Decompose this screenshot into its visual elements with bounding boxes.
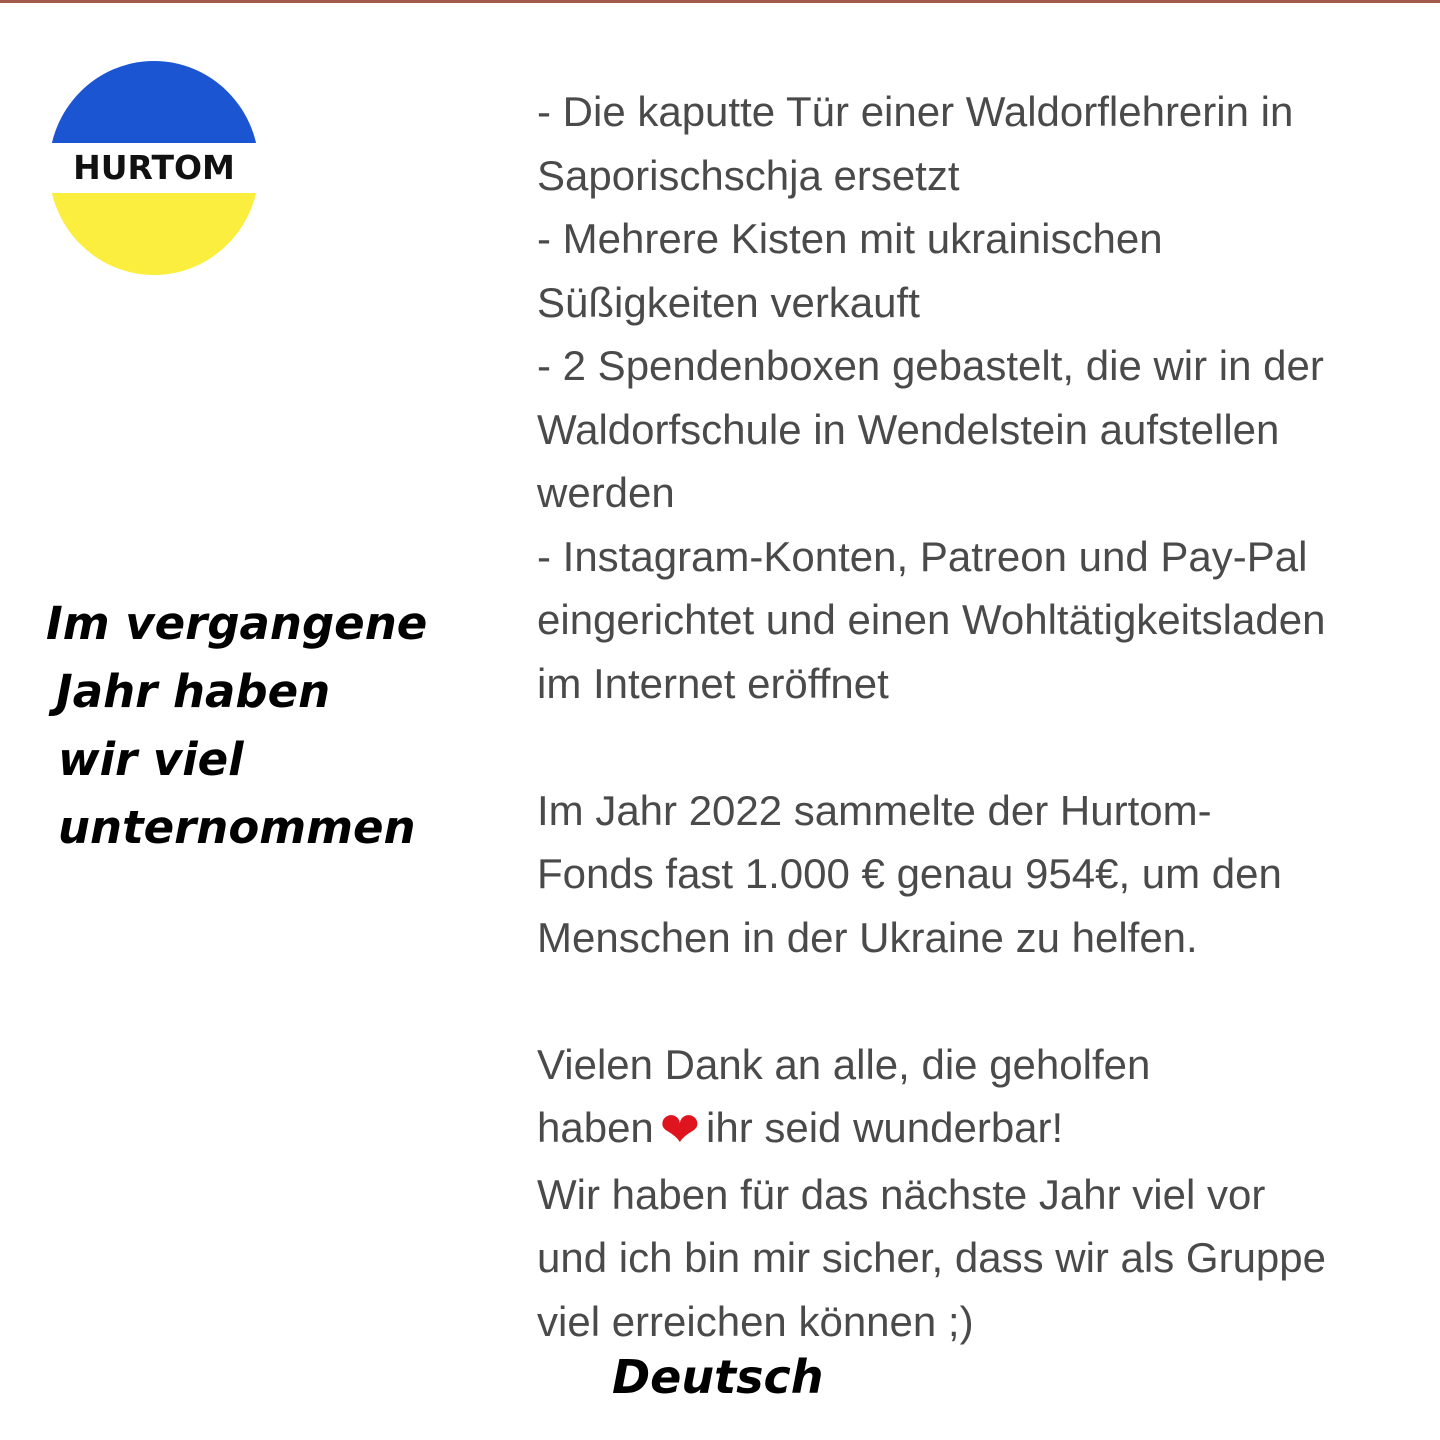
headline-line-1: Im vergangene: [46, 597, 428, 650]
body-line: - Instagram-Konten, Patreon und Pay-Pal: [537, 532, 1308, 580]
body-line: im Internet eröffnet: [537, 659, 889, 707]
logo-yellow-half: [49, 193, 259, 275]
logo-text: HURTOM: [73, 148, 235, 187]
body-line: - Mehrere Kisten mit ukrainischen: [537, 215, 1163, 262]
headline-line-2: Jahr haben: [56, 665, 331, 718]
headline: [46, 590, 486, 862]
top-divider: [0, 0, 1440, 3]
logo-blue-half: [49, 61, 259, 143]
paragraph-gap: [537, 715, 1417, 779]
body-line: Waldorfschule in Wendelstein aufstellen: [537, 405, 1280, 453]
body-line-part: ihr seid wunderbar!: [706, 1104, 1064, 1151]
body-line: - Die kaputte Tür einer Waldorflehrerin in: [537, 88, 1294, 135]
body-line: Vielen Dank an alle, die geholfen: [537, 1040, 1151, 1088]
body-line: Im Jahr 2022 sammelte der Hurtom-: [537, 786, 1212, 834]
body-line: eingerichtet und einen Wohltätigkeitsladen: [537, 596, 1326, 643]
body-line-with-heart: [537, 1096, 1417, 1163]
language-label: Deutsch: [612, 1350, 824, 1404]
body-line: werden: [537, 469, 675, 516]
headline-line-4: unternommen: [58, 801, 416, 854]
body-line: - 2 Spendenboxen gebastelt, die wir in der: [537, 342, 1324, 389]
body-line: Süßigkeiten verkauft: [537, 278, 920, 326]
headline-line-3: wir viel: [58, 733, 244, 786]
body-line: Menschen in der Ukraine zu helfen.: [537, 913, 1198, 961]
body-text: [537, 80, 1417, 1353]
body-line: Wir haben für das nächste Jahr viel vor: [537, 1170, 1266, 1218]
paragraph-gap: [537, 969, 1417, 1033]
body-line: und ich bin mir sicher, dass wir als Gruppe: [537, 1234, 1326, 1281]
heart-icon: ❤: [659, 1102, 701, 1158]
hurtom-logo: [49, 61, 259, 275]
body-line-part: haben: [537, 1104, 654, 1151]
body-line: viel erreichen können ;): [537, 1297, 974, 1345]
body-line: Saporischschja ersetzt: [537, 151, 960, 199]
body-line: Fonds fast 1.000 € genau 954€, um den: [537, 850, 1282, 897]
